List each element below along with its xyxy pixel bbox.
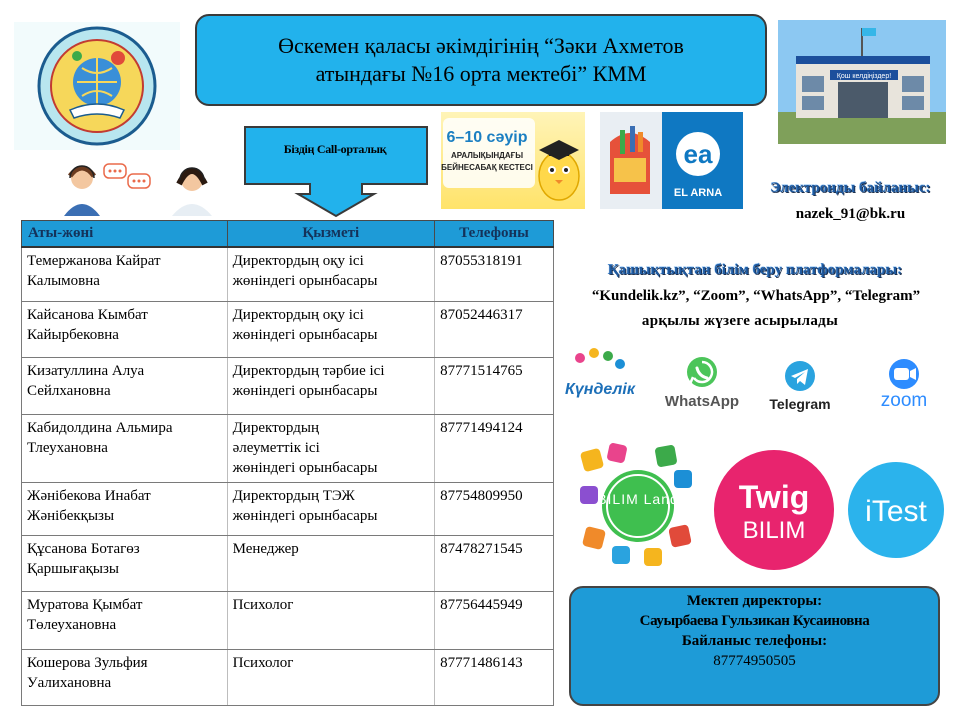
staff-name: Кошерова Зульфия Уалихановна: [22, 650, 228, 706]
staff-position: Психолог: [227, 592, 435, 650]
table-row: [22, 483, 554, 536]
whatsapp-label: WhatsApp: [664, 393, 740, 410]
bilimland-logo[interactable]: [578, 442, 698, 570]
staff-position: Директордың әлеуметтік ісі жөніндегі орынбасары: [227, 415, 435, 483]
staff-phone: 87055318191: [435, 247, 554, 302]
school-title-line1: Өскемен қаласы әкімдігінің “Зәки Ахметов: [278, 33, 684, 58]
staff-phone: 87771494124: [435, 415, 554, 483]
platforms-list: “Kundelik.kz”, “Zoom”, “WhatsApp”, “Telegram”: [591, 288, 921, 304]
contact-email[interactable]: nazek_91@bk.ru: [795, 206, 906, 222]
whatsapp-logo[interactable]: [650, 354, 754, 412]
staff-phone: 87771486143: [435, 650, 554, 706]
header-position: Қызметі: [227, 221, 435, 247]
staff-table: [21, 220, 554, 706]
itest-label: iTest: [865, 495, 927, 528]
banner-week-dates: 6–10 сәуір: [446, 129, 528, 146]
svg-text:ea: ea: [683, 139, 713, 169]
contact-heading: Электронды байланыс:: [770, 180, 931, 196]
staff-position: Директордың оқу ісі жөніндегі орынбасары: [227, 247, 435, 302]
banner-week-line3: БЕЙНЕСАБАҚ КЕСТЕСІ: [441, 163, 533, 172]
director-phone-label: Байланыс телефоны:: [681, 633, 828, 649]
bilimland-label: BILIM Land: [597, 491, 679, 507]
itest-logo[interactable]: [846, 450, 946, 570]
el-arna-label: EL ARNA: [673, 187, 723, 199]
lesson-schedule-banner[interactable]: [441, 112, 585, 209]
staff-name: Кизатуллина Алуа Сейлхановна: [22, 358, 228, 415]
staff-position: Менеджер: [227, 536, 435, 592]
staff-name: Темержанова Кайрат Калымовна: [22, 247, 228, 302]
school-title-box: [195, 14, 767, 106]
staff-position: Директордың оқу ісі жөніндегі орынбасары: [227, 302, 435, 358]
staff-name: Құсанова Ботагөз Қаршығақызы: [22, 536, 228, 592]
kundelik-label: Күнделік: [565, 381, 635, 398]
telegram-label: Telegram: [769, 396, 831, 412]
staff-table-header-row: [22, 221, 554, 247]
platforms-note: арқылы жүзеге асырылады: [641, 313, 839, 329]
staff-phone: 87754809950: [435, 483, 554, 536]
banner-week-line2: АРАЛЫҚЫНДАҒЫ: [450, 151, 524, 160]
staff-name: Кайсанова Кымбат Кайырбековна: [22, 302, 228, 358]
twig-bilim-label: BILIM: [742, 517, 806, 544]
table-row: [22, 358, 554, 415]
telegram-logo[interactable]: [756, 358, 846, 416]
staff-position: Психолог: [227, 650, 435, 706]
staff-name: Муратова Қымбат Төлеухановна: [22, 592, 228, 650]
header-phone: Телефоны: [435, 221, 554, 247]
director-info-box: [569, 586, 940, 706]
kundelik-logo[interactable]: [562, 344, 640, 410]
table-row: [22, 247, 554, 302]
school-sign-text: Қош келдіңіздер!: [836, 73, 892, 80]
table-row: [22, 415, 554, 483]
staff-phone: 87052446317: [435, 302, 554, 358]
school-logo: [14, 22, 180, 150]
zoom-logo[interactable]: [860, 354, 948, 412]
table-row: [22, 592, 554, 650]
table-row: [22, 650, 554, 706]
twig-label: Twig: [738, 479, 810, 515]
school-title-line2: атындағы №16 орта мектебі” КММ: [315, 61, 647, 86]
table-row: [22, 302, 554, 358]
staff-phone: 87478271545: [435, 536, 554, 592]
platforms-heading: Қашықтықтан білім беру платформалары:: [607, 262, 903, 278]
staff-phone: 87771514765: [435, 358, 554, 415]
call-operators-illustration: [60, 160, 225, 216]
staff-name: Кабидолдина Альмира Тлеухановна: [22, 415, 228, 483]
twig-bilim-logo[interactable]: [712, 448, 836, 572]
staff-name: Жәнібекова Инабат Жәнібекқызы: [22, 483, 228, 536]
el-arna-banner[interactable]: [600, 112, 743, 209]
director-name: Сауырбаева Гульзикан Кусаиновна: [639, 613, 870, 629]
table-row: [22, 536, 554, 592]
staff-position: Директордың тәрбие ісі жөніндегі орынбасары: [227, 358, 435, 415]
director-heading: Мектеп директоры:: [686, 593, 823, 609]
call-center-label: Біздің Call-орталық: [283, 142, 387, 156]
school-building-photo: [778, 20, 946, 144]
header-name: Аты-жөні: [22, 221, 228, 247]
zoom-label: zoom: [880, 390, 928, 411]
director-phone: 87774950505: [713, 653, 796, 669]
call-center-callout: [244, 126, 428, 218]
staff-position: Директордың ТЭЖ жөніндегі орынбасары: [227, 483, 435, 536]
staff-phone: 87756445949: [435, 592, 554, 650]
